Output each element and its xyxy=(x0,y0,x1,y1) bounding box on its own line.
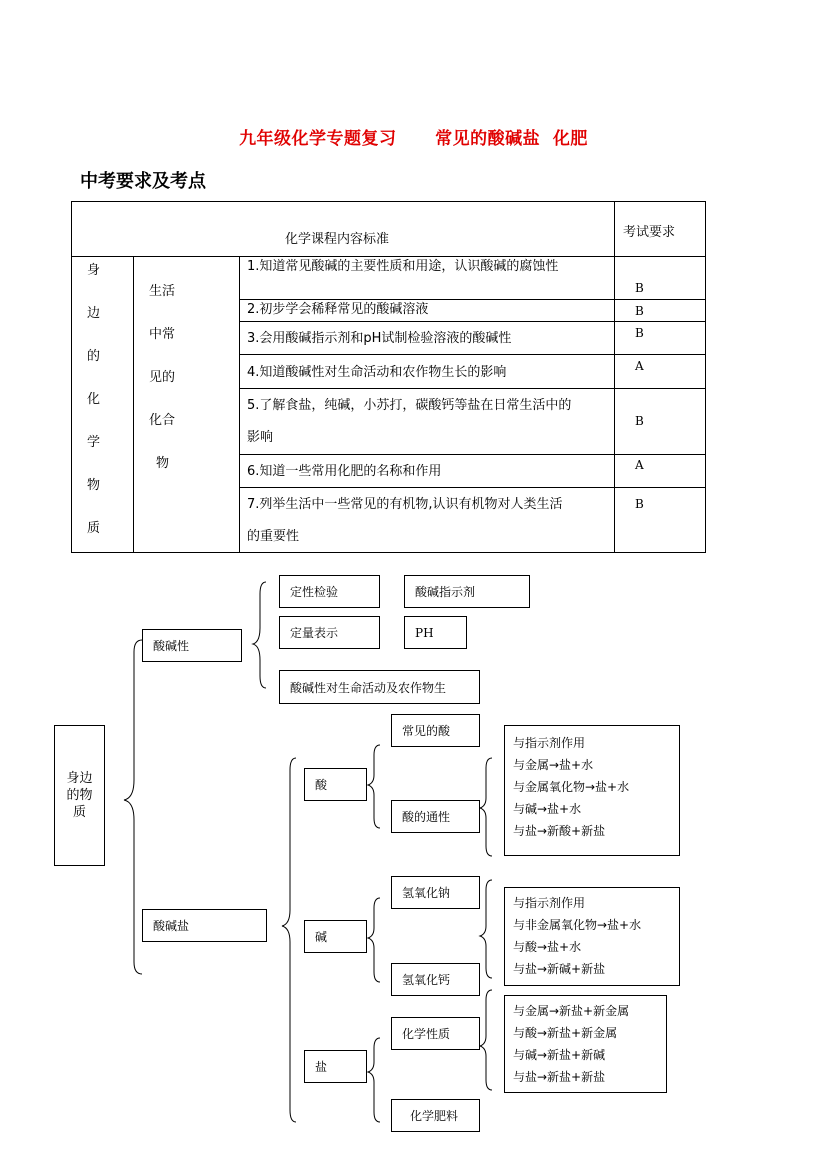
col1-char: 身 xyxy=(87,263,101,278)
node-acid-base-salt-label: 酸碱盐 xyxy=(153,919,190,933)
grade-row-2: B xyxy=(635,304,644,318)
brace-base xyxy=(368,898,380,982)
node-effect xyxy=(279,670,480,704)
node-acid-general xyxy=(391,800,480,833)
node-fertilizer xyxy=(391,1099,480,1132)
node-salt xyxy=(304,1050,367,1083)
col1-char: 化 xyxy=(87,392,101,407)
acid-prop: 与盐→新酸+新盐 xyxy=(513,824,606,838)
standard-row-2: 2.初步学会稀释常见的酸碱溶液 xyxy=(247,302,429,317)
salt-prop: 与金属→新盐+新金属 xyxy=(513,1004,630,1018)
brace-salt-props xyxy=(480,990,492,1090)
node-common-acid xyxy=(391,714,480,747)
node-acidity xyxy=(142,629,242,662)
standard-row-7: 7.列举生活中一些常见的有机物,认识有机物对人类生活 xyxy=(247,497,563,512)
page-title: 九年级化学专题复习 常见的酸碱盐 化肥 xyxy=(239,129,588,149)
col1-char: 学 xyxy=(87,435,101,450)
node-chem-props xyxy=(391,1017,480,1050)
brace-root xyxy=(124,640,142,974)
salt-properties-box xyxy=(504,995,667,1093)
base-properties-box xyxy=(504,887,680,986)
standard-row-5: 5.了解食盐，纯碱，小苏打，碳酸钙等盐在日常生活中的 xyxy=(247,398,572,413)
salt-prop: 与酸→新盐+新金属 xyxy=(513,1026,618,1040)
node-base xyxy=(304,920,367,953)
node-quantitative xyxy=(279,616,380,649)
root-node xyxy=(54,725,105,866)
col2-text: 生活 xyxy=(149,284,176,299)
node-effect-label: 酸碱性对生命活动及农作物生 xyxy=(290,680,447,695)
base-prop: 与非金属氧化物→盐+水 xyxy=(513,918,642,932)
col2-text: 中常 xyxy=(149,327,176,342)
acid-properties-box xyxy=(504,725,680,856)
node-ph-label: PH xyxy=(415,625,434,640)
root-label: 身边的物质 xyxy=(66,771,93,820)
col1-char: 的 xyxy=(87,349,101,364)
base-prop: 与指示剂作用 xyxy=(513,896,586,910)
standard-row-6: 6.知道一些常用化肥的名称和作用 xyxy=(247,464,442,479)
brace-salt xyxy=(368,1038,380,1122)
brace-acid xyxy=(368,745,380,828)
grade-row-5: B xyxy=(635,414,644,428)
brace-acid-base-salt xyxy=(282,758,296,1122)
header-standard: 化学课程内容标准 xyxy=(285,232,390,247)
standard-row-7-cont: 的重要性 xyxy=(247,529,300,544)
node-acid xyxy=(304,768,367,801)
acid-prop: 与指示剂作用 xyxy=(513,736,586,750)
col2-text: 物 xyxy=(156,456,170,471)
col1-char: 边 xyxy=(87,306,101,321)
col1-char: 物 xyxy=(87,478,101,493)
node-caoh-label: 氢氧化钙 xyxy=(402,973,451,987)
node-caoh xyxy=(391,963,480,996)
node-acid-base-salt xyxy=(142,909,267,942)
grade-row-4: A xyxy=(635,359,644,373)
brace-acid-props xyxy=(480,758,492,856)
col2-text: 见的 xyxy=(149,370,176,385)
acid-prop: 与碱→盐+水 xyxy=(513,802,582,816)
standard-row-3: 3.会用酸碱指示剂和pH试制检验溶液的酸碱性 xyxy=(247,331,512,346)
brace-base-props xyxy=(480,880,492,978)
header-requirement: 考试要求 xyxy=(623,225,676,240)
standard-row-5-cont: 影响 xyxy=(247,430,274,445)
col2-text: 化合 xyxy=(149,413,176,428)
node-indicator-label: 酸碱指示剂 xyxy=(415,585,476,599)
grade-row-1: B xyxy=(635,281,644,295)
node-naoh-label: 氢氧化钠 xyxy=(402,886,451,900)
salt-prop: 与盐→新盐+新盐 xyxy=(513,1070,606,1084)
node-acid-label: 酸 xyxy=(315,778,328,792)
node-salt-label: 盐 xyxy=(315,1060,328,1074)
node-ph xyxy=(404,616,467,649)
standard-row-4: 4.知道酸碱性对生命活动和农作物生长的影响 xyxy=(247,365,507,380)
grade-row-3: B xyxy=(635,326,644,340)
brace-acidity xyxy=(253,582,266,688)
node-common-acid-label: 常见的酸 xyxy=(402,724,451,738)
node-chem-props-label: 化学性质 xyxy=(402,1027,451,1041)
node-indicator xyxy=(404,575,530,608)
grade-row-6: A xyxy=(635,458,644,472)
node-fertilizer-label: 化学肥料 xyxy=(410,1109,459,1123)
base-prop: 与酸→盐+水 xyxy=(513,940,582,954)
node-quantitative-label: 定量表示 xyxy=(290,626,339,640)
node-acid-general-label: 酸的通性 xyxy=(402,810,451,824)
node-naoh xyxy=(391,876,480,909)
salt-prop: 与碱→新盐+新碱 xyxy=(513,1048,606,1062)
col1-char: 质 xyxy=(87,521,101,536)
standard-row-1: 1.知道常见酸碱的主要性质和用途，认识酸碱的腐蚀性 xyxy=(247,259,559,274)
grade-row-7: B xyxy=(635,497,644,511)
acid-prop: 与金属→盐+水 xyxy=(513,758,594,772)
node-acidity-label: 酸碱性 xyxy=(153,639,190,653)
node-base-label: 碱 xyxy=(315,930,328,944)
base-prop: 与盐→新碱+新盐 xyxy=(513,962,606,976)
section-heading: 中考要求及考点 xyxy=(80,171,206,192)
node-qualitative xyxy=(279,575,380,608)
node-qualitative-label: 定性检验 xyxy=(290,585,339,599)
acid-prop: 与金属氧化物→盐+水 xyxy=(513,780,630,794)
